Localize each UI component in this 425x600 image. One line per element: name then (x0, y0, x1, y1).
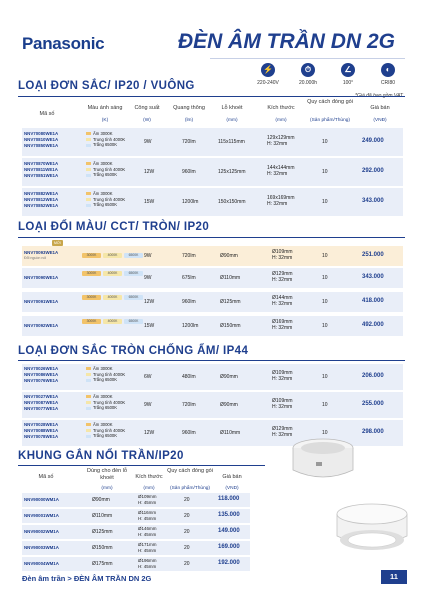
table-row (22, 268, 403, 288)
power: 15W (144, 323, 155, 329)
model-code: NNV70077WE1A (24, 405, 59, 411)
color-label: Ấm 3000K (93, 422, 113, 427)
fits: Ø125mm (92, 529, 113, 535)
cct-bar (82, 271, 143, 276)
model-code: NNV70870WE1A (24, 161, 59, 166)
color-label: Trung tính 4000K (93, 196, 126, 202)
cct-bar (82, 253, 143, 258)
price: 249.000 (362, 138, 384, 144)
header-model: Mã số (39, 111, 55, 117)
size-dim: Ø146mm (138, 526, 157, 531)
color-label: Trắng 6500K (93, 142, 118, 148)
color-label: Trung tính 4000K (93, 399, 126, 405)
model-code: NNV70078WE1A (24, 433, 59, 439)
swatch-cool (86, 377, 125, 383)
neutral-swatch-icon (86, 429, 91, 432)
cutout: Ø150mm (220, 323, 241, 329)
cct-neutral: 4000K (103, 295, 122, 300)
pack: 10 (322, 299, 328, 305)
size (138, 558, 157, 569)
price: 169.000 (218, 544, 240, 550)
cutout: Ø125mm (220, 299, 241, 305)
cool-swatch-icon (86, 407, 91, 410)
color-label: Trắng 6500K (93, 202, 118, 208)
unit-price: (VND) (225, 486, 239, 491)
pack: 10 (322, 323, 328, 329)
header-size: Kích thước (135, 474, 163, 480)
size-height: H: 45mm (138, 515, 157, 521)
price: 492.000 (362, 322, 384, 328)
spec-label: CRI80 (380, 80, 396, 86)
unit-pack: (Sản phẩm/Thùng) (310, 118, 350, 123)
color-swatches (86, 161, 125, 178)
size-height: H: 32mm (272, 301, 293, 308)
cct-neutral: 4000K (103, 271, 122, 276)
lumen: 675lm (182, 275, 196, 281)
size-dim: Ø144mm (272, 295, 293, 301)
warm-swatch-icon (86, 395, 91, 398)
warm-swatch-icon (86, 367, 91, 370)
table-row (22, 509, 250, 523)
fits: Ø90mm (92, 497, 110, 503)
color-label: Trung tính 4000K (93, 427, 126, 433)
warm-swatch-icon (86, 132, 91, 135)
fits: Ø150mm (92, 545, 113, 551)
power: 12W (144, 299, 155, 305)
model-codes (24, 131, 58, 149)
table-row (22, 158, 403, 186)
unit-color: (K) (101, 118, 109, 123)
price: 135.000 (218, 512, 240, 518)
spec-voltage (253, 63, 283, 86)
color-label: Trắng 6500K (93, 405, 118, 411)
lumen: 960lm (182, 299, 196, 305)
price: 343.000 (362, 274, 384, 280)
cutout: 150x150mm (218, 199, 246, 205)
unit-size: (mm) (275, 118, 287, 123)
spec-label: 100° (342, 80, 354, 86)
pack: 10 (322, 199, 328, 205)
size-dim: Ø169mm (272, 319, 293, 325)
pack: 20 (184, 513, 190, 519)
power: 15W (144, 199, 155, 205)
table-row (22, 188, 403, 216)
model-code: NNV90004WM1A (24, 561, 59, 566)
lumen: 960lm (182, 430, 196, 436)
color-swatches (86, 191, 125, 208)
swatch-cool (86, 142, 125, 148)
section-divider (18, 360, 405, 361)
pack: 10 (322, 275, 328, 281)
size-dim: Ø196mm (138, 558, 157, 563)
cct-warm: 3000K (82, 253, 101, 258)
section-divider (18, 96, 405, 97)
size-height: H: 32mm (272, 432, 293, 439)
price: 251.000 (362, 252, 384, 258)
unit-lumen: (lm) (184, 118, 194, 123)
pack: 20 (184, 561, 190, 567)
header-cutout: Lỗ khoét (221, 105, 243, 111)
cct-cool: 6500K (124, 319, 143, 324)
model-codes (24, 394, 58, 412)
lumen: 480lm (182, 374, 196, 380)
color-label: Ấm 3000K (93, 191, 113, 196)
warm-swatch-icon (86, 192, 91, 195)
model-code: NNV70812WE1A (24, 196, 59, 202)
model-code: NNV70092WE1A (24, 323, 59, 328)
unit-cutout: (mm) (226, 118, 238, 123)
price: 255.000 (362, 401, 384, 407)
cct-neutral: 4000K (103, 319, 122, 324)
page-number: 11 (381, 570, 407, 584)
power: 6W (144, 374, 152, 380)
cutout: Ø90mm (220, 374, 238, 380)
lumen: 720lm (182, 139, 196, 145)
model-code: NNV70810WE1A (24, 136, 59, 142)
model-code: NNV70850WE1A (24, 142, 59, 148)
model-code: NNV70028WE1A (24, 422, 59, 427)
color-label: Trắng 6500K (93, 377, 118, 383)
table-row (22, 557, 250, 571)
model-code: NNV70093WE1A (24, 250, 59, 255)
section-title-mono-square: LOẠI ĐƠN SẮC/ IP20 / VUÔNG (18, 80, 195, 92)
table-row (22, 364, 403, 390)
pack: 10 (322, 139, 328, 145)
pack: 20 (184, 545, 190, 551)
unit-price: (VNĐ) (373, 118, 387, 123)
size-height: H: 45mm (138, 499, 157, 505)
model-code: NNV70811WE1A (24, 166, 58, 172)
spec-label: 220-240V (257, 80, 279, 86)
size-dim: Ø171mm (138, 542, 157, 547)
spec-lifetime (293, 63, 323, 86)
color-label: Trung tính 4000K (93, 136, 126, 142)
pack: 10 (322, 253, 328, 259)
cool-swatch-icon (86, 435, 91, 438)
cutout: 115x115mm (218, 139, 245, 145)
spec-beam-angle (333, 63, 363, 86)
surface-frame-image (288, 436, 358, 488)
pack: 10 (322, 402, 328, 408)
price: 206.000 (362, 373, 384, 379)
size-height: H: 32mm (272, 277, 293, 284)
section-title-moisture-proof: LOẠI ĐƠN SẮC TRÒN CHỐNG ẨM/ IP44 (18, 345, 249, 357)
cutout: Ø110mm (220, 275, 241, 281)
size-height: H: 32mm (272, 255, 293, 262)
power: 9W (144, 139, 152, 145)
title-divider (210, 58, 405, 59)
color-label: Ấm 3000K (93, 131, 113, 136)
cct-warm: 3000K (82, 319, 101, 324)
model-code: NNV70852WE1A (24, 202, 59, 208)
spec-label: 20.000h (298, 80, 318, 86)
header-pack: Quy cách đóng gói (307, 99, 353, 105)
header-lumen: Quang thông (173, 105, 205, 111)
beam-angle-icon: ∠ (341, 63, 355, 77)
pack: 10 (322, 169, 328, 175)
table-row (22, 392, 403, 418)
cutout: Ø110mm (220, 430, 241, 436)
neutral-swatch-icon (86, 138, 91, 141)
model-code: NNV90003WM1A (24, 545, 59, 550)
unit-pack: (Sản phẩm/Thùng) (170, 486, 210, 491)
size-height: H: 45mm (138, 547, 157, 553)
power: 12W (144, 169, 155, 175)
model-code: NNV70026WE1A (24, 366, 59, 371)
size-height: H: 32mm (272, 404, 293, 411)
size (267, 165, 295, 178)
model-code: NNV70088WE1A (24, 427, 59, 433)
color-swatches (86, 422, 125, 439)
size-height: H: 32mm (267, 141, 288, 148)
pack: 20 (184, 497, 190, 503)
header-model: Mã số (38, 474, 54, 480)
cutout: Ø90mm (220, 402, 238, 408)
color-label: Ấm 3000K (93, 394, 113, 399)
size (272, 319, 293, 332)
power: 9W (144, 275, 152, 281)
fits: Ø110mm (92, 513, 113, 519)
cct-bar (82, 319, 143, 324)
size-dim: Ø129mm (272, 426, 293, 432)
lumen: 1200lm (182, 199, 199, 205)
size-dim: Ø129mm (272, 271, 293, 277)
table-row (22, 493, 250, 507)
section-divider (18, 237, 405, 238)
color-swatches (86, 131, 125, 148)
cool-swatch-icon (86, 204, 91, 207)
section-divider (18, 465, 265, 466)
model-codes (24, 191, 58, 209)
model-code: NNV70076WE1A (24, 377, 59, 383)
header-price: Giá bán (222, 474, 242, 480)
price: 418.000 (362, 298, 384, 304)
header-size: Kích thước (267, 105, 295, 111)
model-code: NNV70080WE1A (24, 131, 59, 136)
cool-swatch-icon (86, 144, 91, 147)
table-row (22, 316, 403, 336)
size (267, 195, 295, 208)
neutral-swatch-icon (86, 198, 91, 201)
table-row (22, 246, 403, 266)
model-code: NNV70091WE1A (24, 299, 59, 304)
fits: Ø175mm (92, 561, 113, 567)
size (138, 510, 156, 521)
model-code: NNV70087WE1A (24, 399, 59, 405)
model-code: NNV90002WM1A (24, 529, 59, 534)
power: 9W (144, 402, 152, 408)
header-price: Giá bán (370, 105, 390, 111)
color-label: Trắng 6500K (93, 433, 118, 439)
header-pack: Quy cách đóng gói (167, 468, 213, 474)
color-label: Trung tính 4000K (93, 166, 126, 172)
power: 9W (144, 253, 152, 259)
table-row (22, 292, 403, 312)
model-code: NNV90000WM1A (24, 497, 59, 502)
new-badge: MỚI (54, 241, 61, 245)
size-height: H: 45mm (138, 563, 157, 569)
brand-logo: Panasonic (22, 34, 105, 53)
price: 343.000 (362, 198, 384, 204)
size-dim: Ø109mm (272, 398, 293, 404)
cutout: 125x125mm (218, 169, 246, 175)
table-row (22, 128, 403, 156)
cct-cool: 6500K (124, 253, 143, 258)
cct-warm: 3000K (82, 271, 101, 276)
header-power: Công suất (134, 105, 160, 111)
size-dim: Ø109mm (138, 494, 157, 499)
model-code: NNV90001WM1A (24, 513, 59, 518)
color-label: Ấm 3000K (93, 161, 113, 166)
header-fits: Dùng cho đèn lỗ khoét (86, 468, 128, 482)
neutral-swatch-icon (86, 373, 91, 376)
cool-swatch-icon (86, 174, 91, 177)
model-code: NNV70851WE1A (24, 172, 59, 178)
swatch-cool (86, 405, 125, 411)
model-note: Đổi nguồn nối (24, 255, 47, 260)
cct-warm: 3000K (82, 295, 101, 300)
model-codes (24, 422, 58, 440)
color-swatches (86, 366, 125, 383)
price: 149.000 (218, 528, 240, 534)
price: 292.000 (362, 168, 384, 174)
color-label: Trung tính 4000K (93, 371, 126, 377)
size (138, 494, 157, 505)
header-color: Màu ánh sáng (87, 105, 123, 111)
price: 192.000 (218, 560, 240, 566)
spec-cri (373, 63, 403, 86)
model-code: NNV70090WE1A (24, 275, 59, 280)
model-code: NNV70027WE1A (24, 394, 59, 399)
model-code: NNV70086WE1A (24, 371, 59, 377)
size (138, 526, 157, 537)
unit-power: (W) (143, 118, 151, 123)
size-height: H: 45mm (138, 531, 157, 537)
swatch-cool (86, 202, 125, 208)
unit-size: (mm) (143, 486, 155, 491)
model-codes (24, 161, 58, 179)
cct-neutral: 4000K (103, 253, 122, 258)
pack: 20 (184, 529, 190, 535)
cool-swatch-icon (86, 379, 91, 382)
size (272, 271, 293, 284)
pack: 10 (322, 430, 328, 436)
size-dim: Ø116mm (138, 510, 157, 515)
size-height: H: 32mm (267, 171, 288, 178)
size (267, 135, 295, 148)
color-label: Trắng 6500K (93, 172, 118, 178)
cutout: Ø90mm (220, 253, 238, 259)
pack: 10 (322, 374, 328, 380)
table-row (22, 525, 250, 539)
color-swatches (86, 394, 125, 411)
lumen: 960lm (182, 169, 196, 175)
neutral-swatch-icon (86, 168, 91, 171)
model-codes (24, 250, 58, 261)
warm-swatch-icon (86, 423, 91, 426)
table-row (22, 541, 250, 555)
size-dim: Ø109mm (272, 249, 293, 255)
size-dim: 169x169mm (267, 195, 295, 201)
section-title-surface-frame: KHUNG GẮN NỔI TRẦN/IP20 (18, 450, 184, 462)
color-label: Ấm 3000K (93, 366, 113, 371)
size-dim: 144x144mm (267, 165, 295, 171)
size-height: H: 32mm (272, 376, 293, 383)
price: 298.000 (362, 429, 384, 435)
model-codes (24, 366, 58, 384)
size-height: H: 32mm (272, 325, 293, 332)
voltage-icon: ⚡ (261, 63, 275, 77)
warm-swatch-icon (86, 162, 91, 165)
lumen: 720lm (182, 402, 196, 408)
mounted-light-image (327, 500, 417, 562)
page-title: ĐÈN ÂM TRẦN DN 2G (177, 30, 395, 53)
size (272, 398, 293, 411)
swatch-cool (86, 433, 125, 439)
swatch-cool (86, 172, 125, 178)
size-dim: Ø109mm (272, 370, 293, 376)
neutral-swatch-icon (86, 401, 91, 404)
unit-fits: (mm) (101, 486, 113, 491)
price: 118.000 (218, 496, 240, 502)
cct-cool: 6500K (124, 295, 143, 300)
size-height: H: 32mm (267, 201, 288, 208)
lumen: 1200lm (182, 323, 199, 329)
size (272, 295, 293, 308)
cct-cool: 6500K (124, 271, 143, 276)
size (272, 249, 293, 262)
size (138, 542, 157, 553)
lifetime-icon: ⏱ (301, 63, 315, 77)
lumen: 720lm (182, 253, 196, 259)
cct-bar (82, 295, 143, 300)
spec-icons (253, 63, 403, 86)
breadcrumb: Đèn âm trần > ĐÈN ÂM TRẦN DN 2G (22, 574, 152, 583)
cri-icon: ◐ (381, 63, 395, 77)
model-code: NNV70882WE1A (24, 191, 59, 196)
size-dim: 129x129mm (267, 135, 295, 141)
power: 12W (144, 430, 155, 436)
section-title-cct-round: LOẠI ĐỔI MÀU/ CCT/ TRÒN/ IP20 (18, 221, 210, 233)
size (272, 370, 293, 383)
